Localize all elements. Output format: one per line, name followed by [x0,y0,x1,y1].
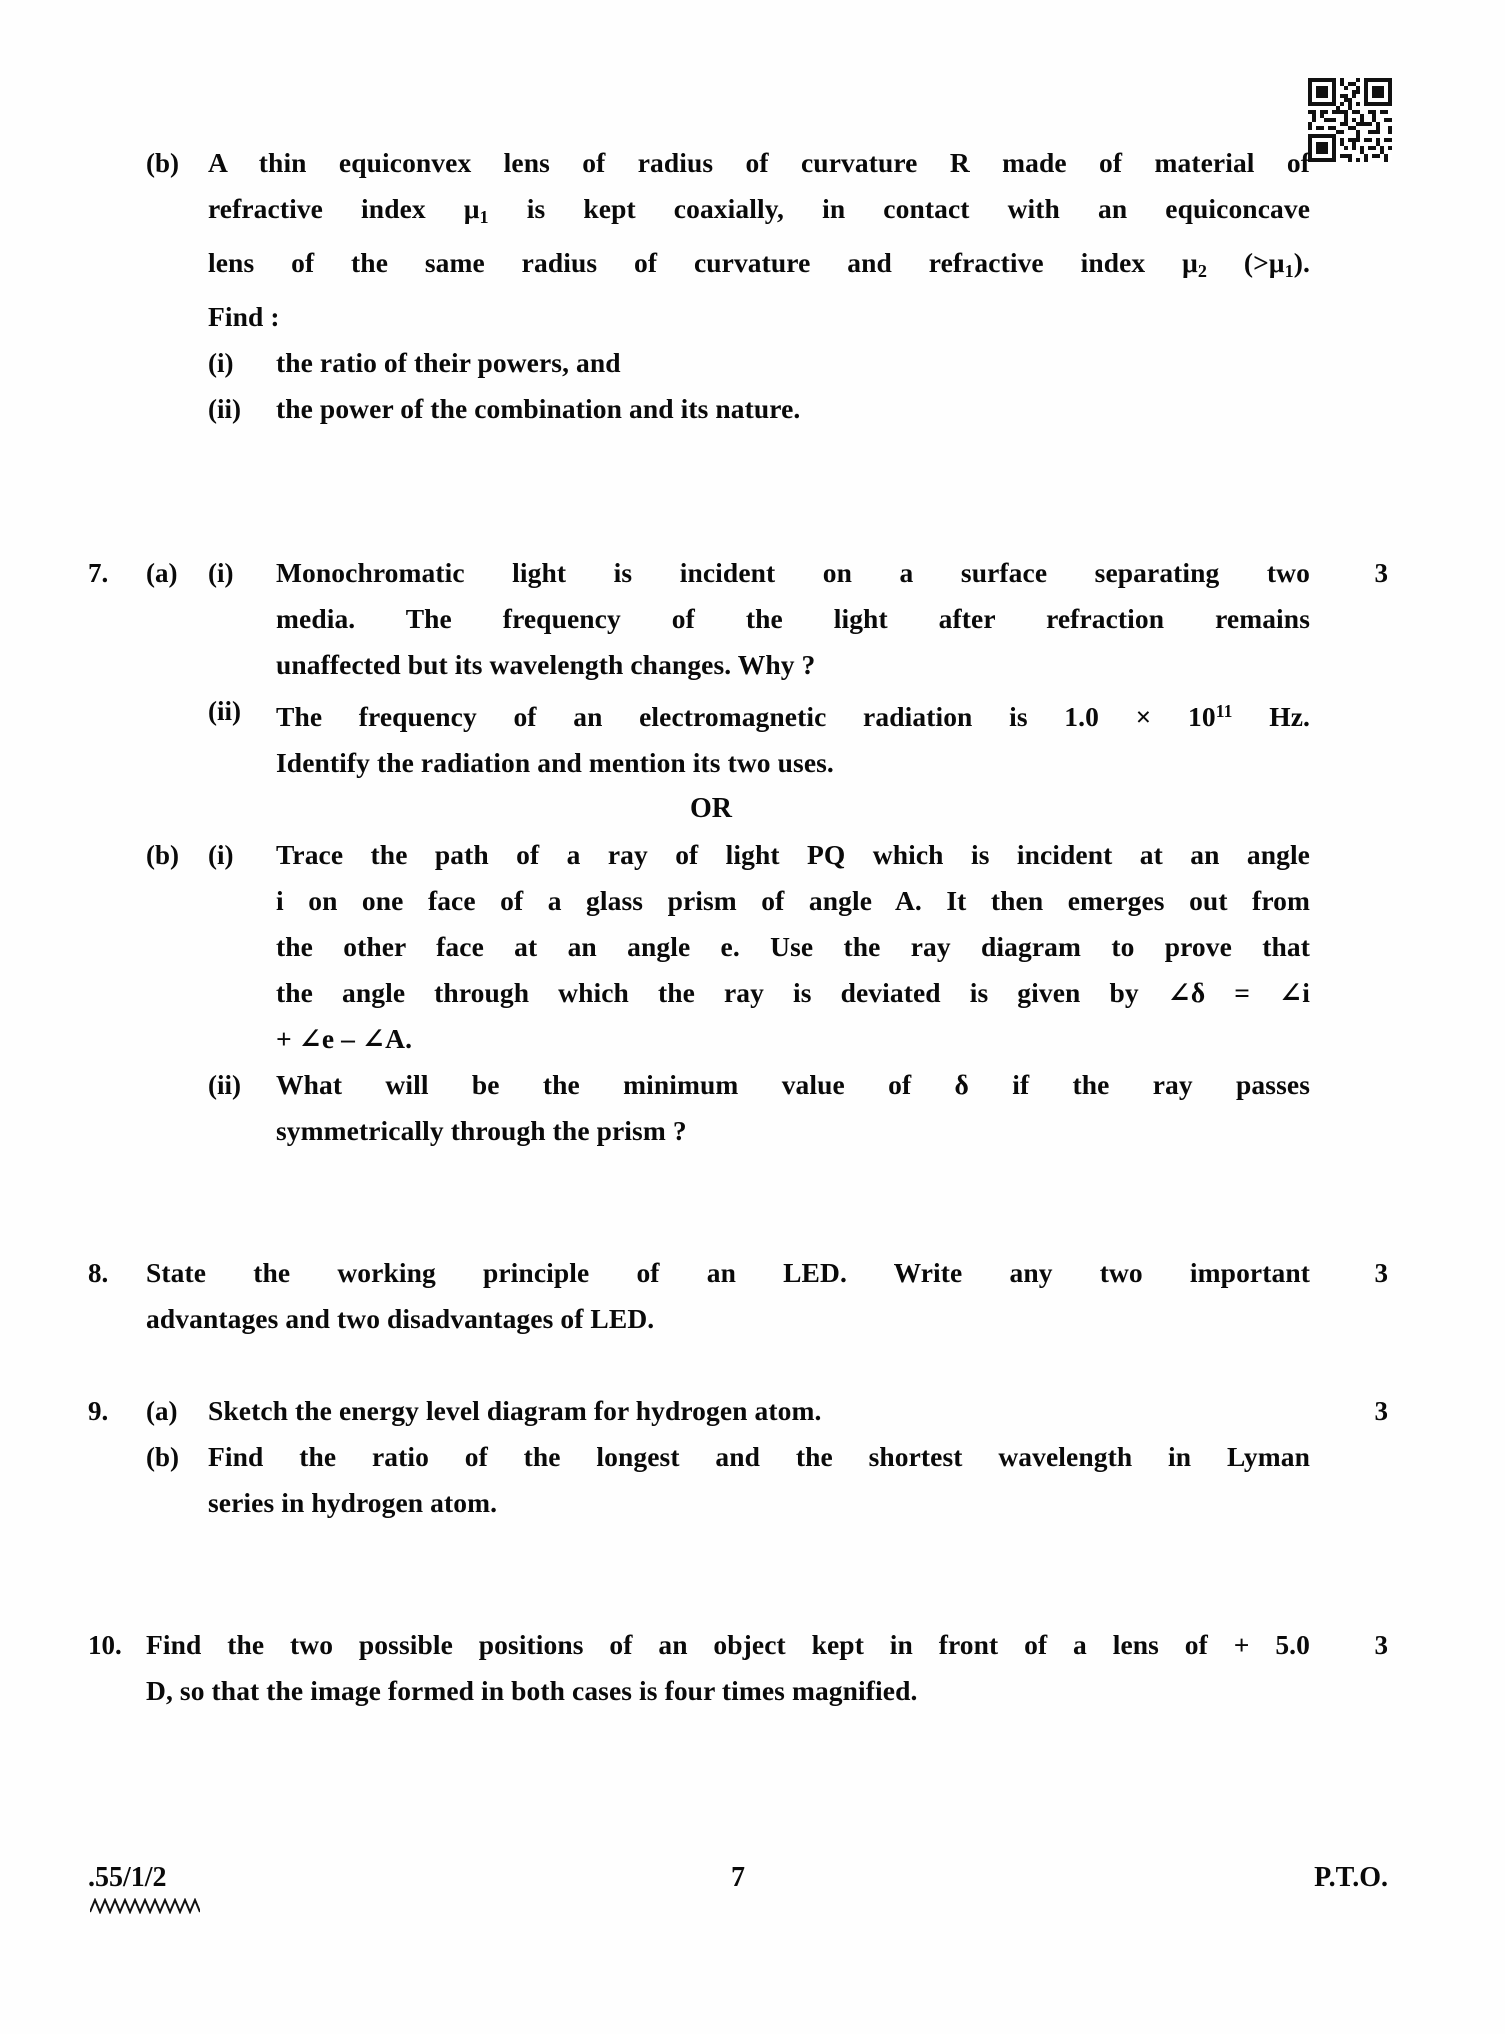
text-line: lens of the same radius of curvature and refractive index $\mu_2$ $(>\mu_1)$. [208,247,1310,282]
question-number-9: 9. [88,1396,109,1427]
section-gap [88,1526,1388,1622]
part-label-a: (a) [146,1396,178,1427]
subpart-label-i: (i) [208,348,234,379]
subpart-label-ii: (ii) [208,1070,241,1101]
question-7a-ii [88,688,1388,786]
question-7a-i [88,550,1388,688]
subpart-label-ii: (ii) [208,394,241,425]
part-label-b: (b) [146,840,179,871]
text-line: Find the ratio of the longest and the shortest wavelength in Lyman [208,1441,1310,1473]
or-separator: OR [690,793,732,825]
text-line: advantages and two disadvantages of LED. [146,1303,655,1335]
text-line: symmetrically through the prism ? [276,1115,687,1147]
page-footer [88,1862,1388,1894]
text-line: the angle through which the ray is deviated is given by ∠δ = ∠i [276,977,1310,1009]
text-line: i on one face of a glass prism of angle A. It then emerges out from [276,885,1310,917]
text-line: + ∠e – ∠A. [276,1023,413,1055]
paper-code: .55/1/2 [88,1862,167,1893]
question-6b-sub-ii [88,386,1388,432]
question-10 [88,1622,1388,1714]
text-line: media. The frequency of the light after refraction remains [276,603,1310,635]
marks-value [1310,688,1388,734]
text-line: the other face at an angle e. Use the ray diagram to prove that [276,931,1310,963]
question-number-8: 8. [88,1258,109,1289]
marks-value [1310,832,1388,878]
question-7b-i-body [276,832,1310,1062]
question-9a-text: Sketch the energy level diagram for hydrogen atom. [208,1395,822,1427]
text-line: unaffected but its wavelength changes. Why ? [276,649,816,681]
text-line: refractive index $\mu_1$ is kept coaxially, in contact with an equiconcave [208,193,1311,228]
subpart-ii-text: the power of the combination and its nature. [276,393,801,425]
text-line: D, so that the image formed in both cases is four times magnified. [146,1675,918,1707]
question-content [88,140,1388,1714]
question-6b-body [208,140,1310,340]
text-line: Trace the path of a ray of light PQ which is incident at an angle [276,839,1310,871]
question-7b-ii [88,1062,1388,1154]
question-7b-ii-body [276,1062,1310,1154]
part-label-a: (a) [146,558,178,589]
text-line: What will be the minimum value of δ if the ray passes [276,1069,1310,1101]
text-line: series in hydrogen atom. [208,1487,498,1519]
text-line: State the working principle of an LED. Write any two important [146,1257,1310,1289]
section-gap [88,1154,1388,1250]
question-7b-i [88,832,1388,1062]
question-6b [88,140,1388,340]
question-number-10: 10. [88,1630,122,1661]
question-9b [88,1434,1388,1526]
question-9a [88,1388,1388,1434]
text-line: Identify the radiation and mention its two uses. [276,747,834,779]
question-6b-sub-i [88,340,1388,386]
text-line: A thin equiconvex lens of radius of curvature R made of material of [208,147,1310,178]
marks-value-9: 3 [1374,1396,1388,1427]
marks-value [1310,140,1388,186]
part-label-b: (b) [146,1442,179,1473]
question-10-body [146,1622,1310,1714]
marks-value [1310,1062,1388,1108]
question-8 [88,1250,1388,1342]
question-9b-body [208,1434,1310,1526]
text-line: Monochromatic light is incident on a surface separating two [276,557,1310,589]
page-number: 7 [731,1862,745,1893]
subpart-label-i: (i) [208,840,234,871]
section-gap [88,432,1388,550]
marks-value-8: 3 [1374,1258,1388,1289]
question-7a-ii-body [276,688,1310,786]
squiggle-underline-icon [90,1898,200,1914]
question-7a-i-body [276,550,1310,688]
part-label-b: (b) [146,148,179,178]
question-8-body [146,1250,1310,1342]
subpart-label-i: (i) [208,558,234,589]
marks-value [1310,386,1388,432]
section-gap [88,1342,1388,1388]
marks-value-7: 3 [1374,558,1388,589]
text-line: The frequency of an electromagnetic radiation is $1.0 \times 10^{11}$ Hz. [276,701,1310,733]
marks-value [1310,1434,1388,1480]
subpart-i-text: the ratio of their powers, and [276,347,621,379]
text-line: Find : [208,301,280,333]
subpart-label-ii: (ii) [208,696,241,727]
pto-note: P.T.O. [1314,1862,1388,1893]
marks-value [1310,340,1388,386]
text-line: Find the two possible positions of an object kept in front of a lens of + 5.0 [146,1629,1310,1661]
marks-value-10: 3 [1374,1630,1388,1661]
question-number-7: 7. [88,558,109,589]
